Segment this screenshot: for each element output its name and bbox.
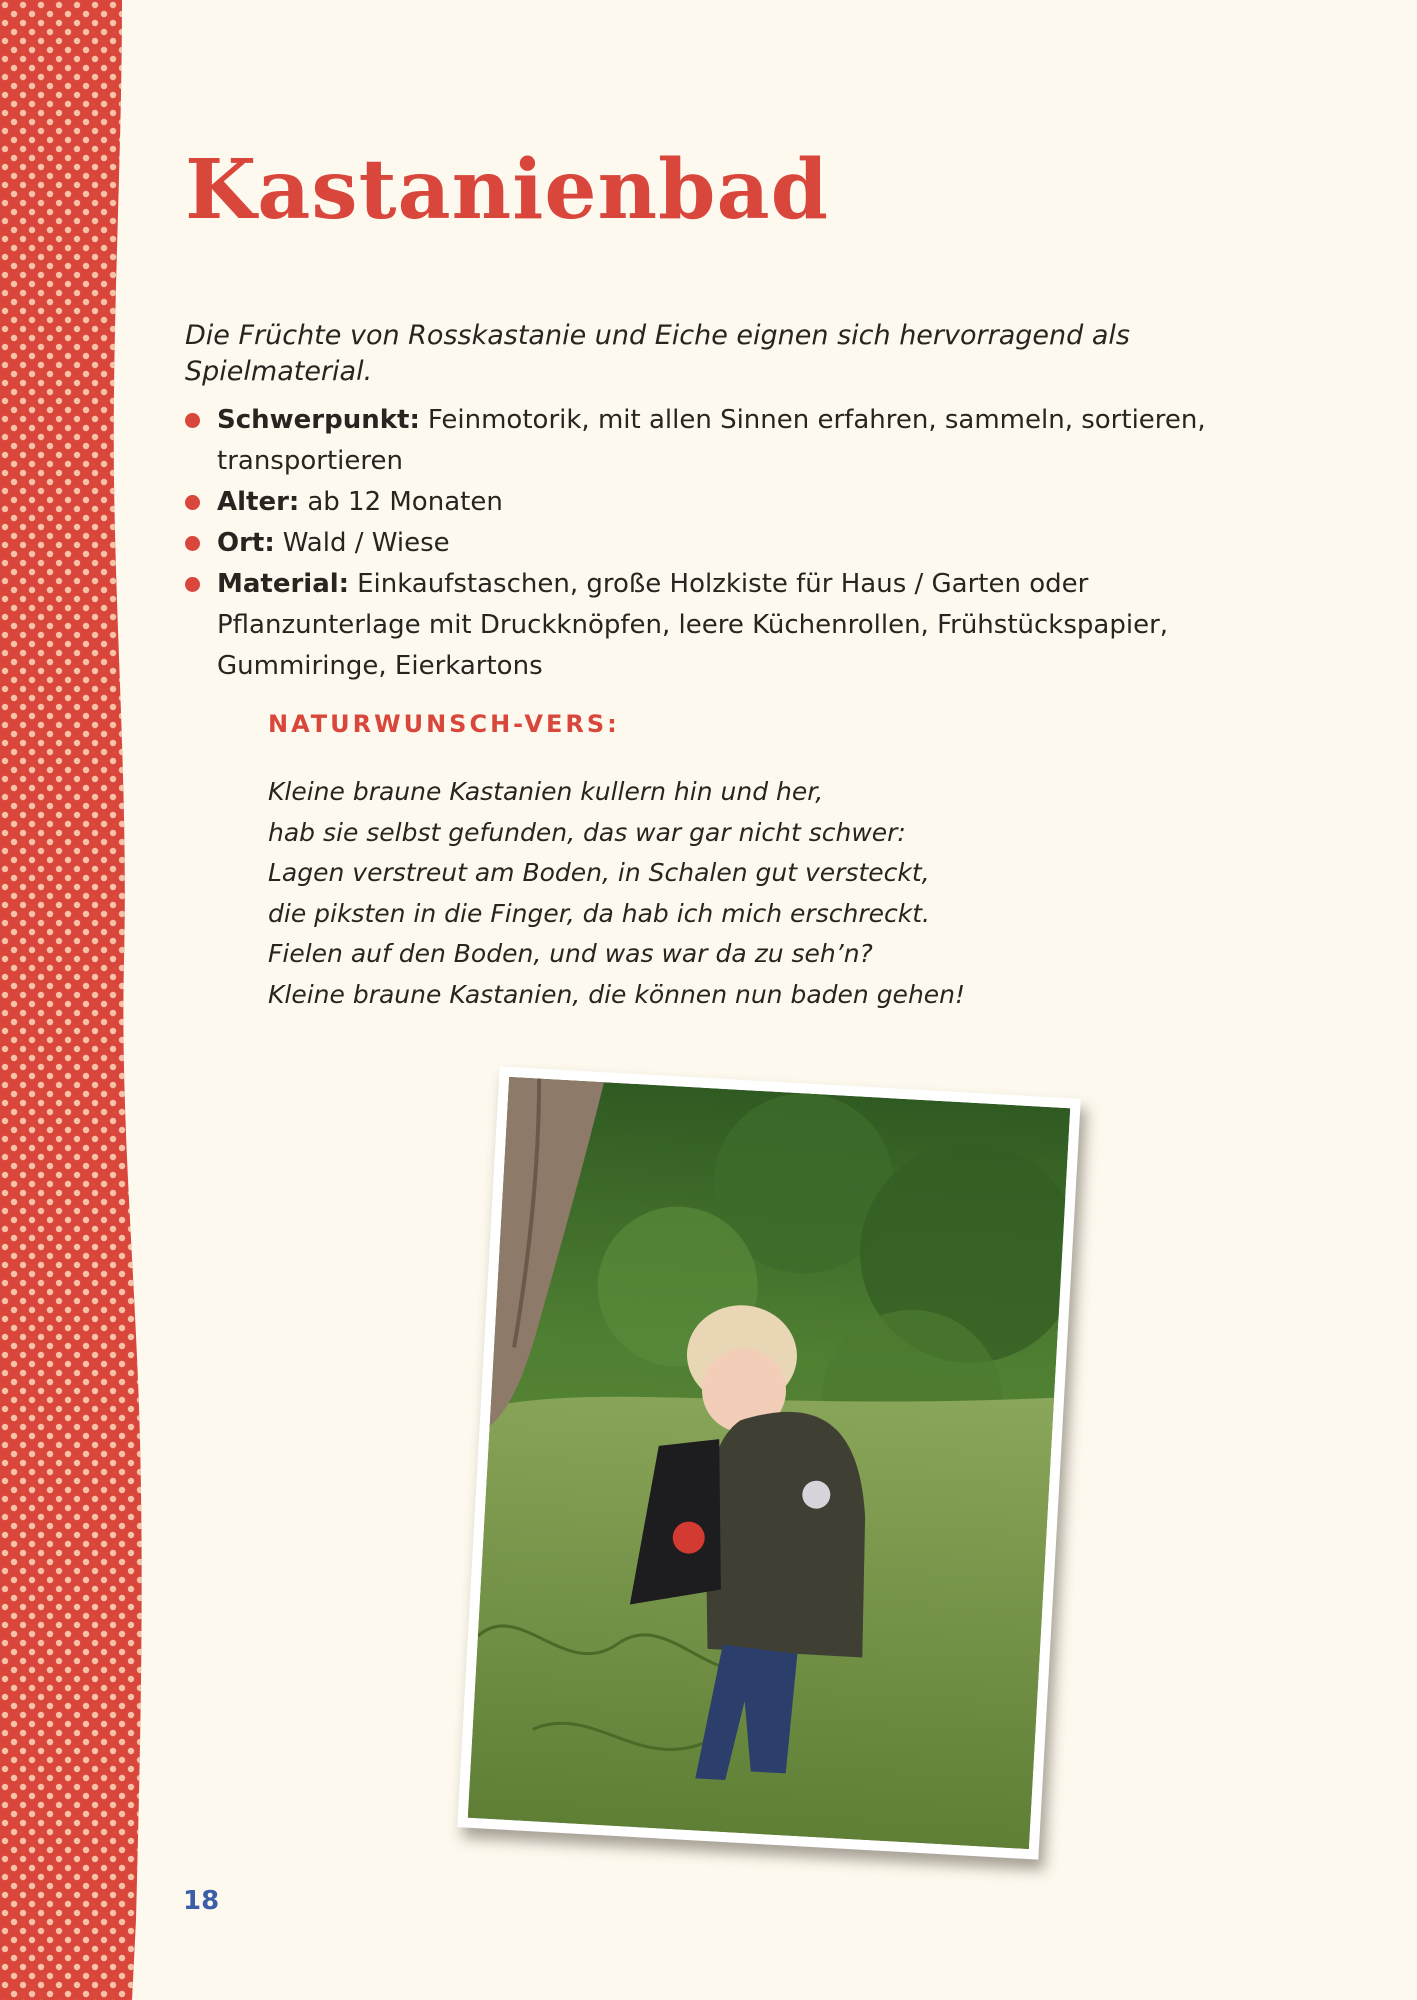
fact-label: Material: [217,569,350,599]
bullet-icon [185,536,200,551]
verse-line: die piksten in die Finger, da hab ich mich erschreckt. [268,898,930,928]
fact-text: Feinmotorik, mit allen Sinnen erfahren, sammeln, sortieren, transportieren [217,405,1206,476]
facts-list [185,400,1280,687]
fact-text: ab 12 Monaten [307,487,503,517]
fact-text: Einkaufstaschen, große Holzkiste für Haus / Garten oder Pflanzunterlage mit Druckknöpfen, leere Küchenrollen, Frühstückspapier, Gummiringe, Eierkartons [217,569,1169,681]
fact-label: Schwerpunkt: [217,405,420,435]
bullet-icon [185,495,200,510]
page-title: Kastanienbad [185,142,829,238]
verse-line: Kleine braune Kastanien kullern hin und her, [268,777,824,806]
photo-frame [457,1066,1081,1859]
fact-text: Wald / Wiese [282,528,450,558]
list-item [185,400,1280,482]
verse-text [268,772,1168,1015]
toddler-photo [468,1077,1071,1849]
verse-line: Kleine braune Kastanien, die können nun baden gehen! [268,979,966,1009]
list-item [185,523,1280,564]
list-item [185,482,1280,523]
intro-text: Die Früchte von Rosskastanie und Eiche eignen sich hervorragend als Spielmaterial. [185,320,1130,388]
dotted-side-strip [0,0,160,2000]
fact-label: Ort: [217,528,275,558]
verse-line: hab sie selbst gefunden, das war gar nicht schwer: [268,817,906,847]
page-number: 18 [183,1886,220,1916]
verse-heading: NATURWUNSCH-VERS: [268,710,620,738]
verse-line: Lagen verstreut am Boden, in Schalen gut versteckt, [268,858,930,887]
bullet-icon [185,413,200,428]
fact-label: Alter: [217,487,300,517]
list-item [185,564,1280,687]
verse-line: Fielen auf den Boden, und was war da zu seh’n? [268,939,873,968]
bullet-icon [185,577,200,592]
